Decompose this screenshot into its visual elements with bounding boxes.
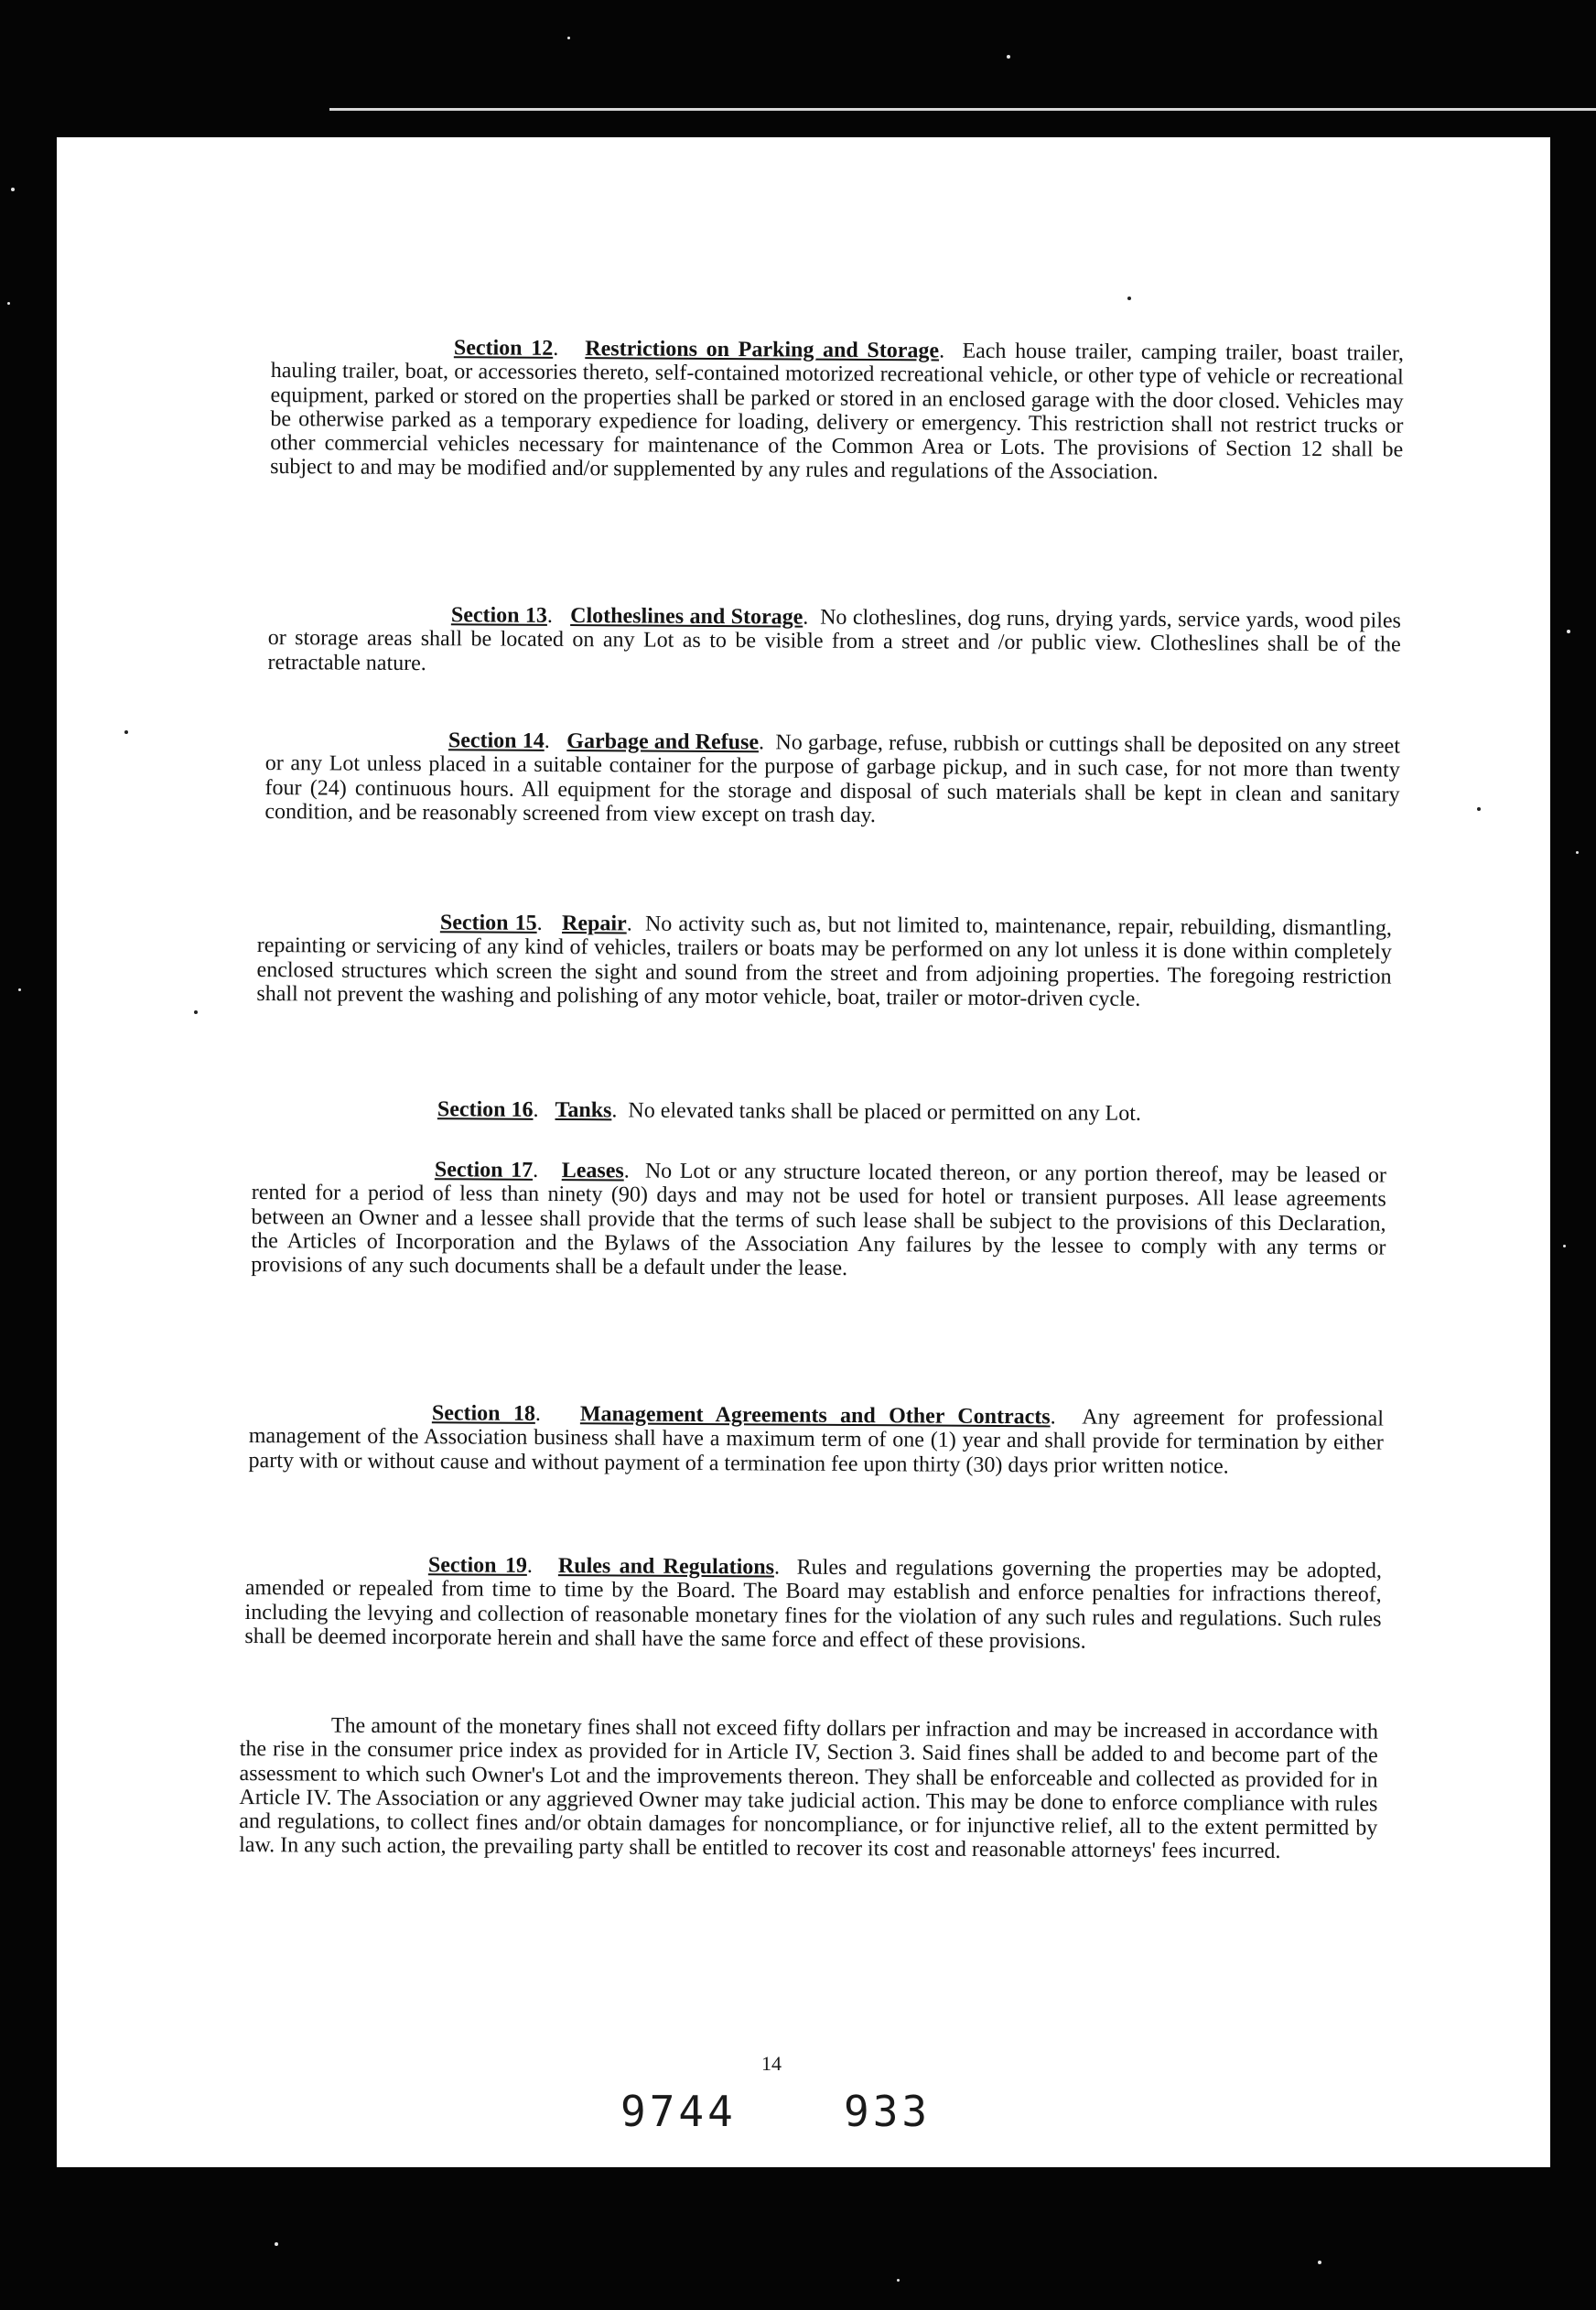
page-number: 14	[761, 2052, 782, 2075]
section-13-text: No clotheslines, dog runs, drying yards, service yards, wood piles or storage areas shall be located on any Lot as to be visible from a street and /or public view. Clotheslines shall be of the retractable nature.	[267, 605, 1401, 675]
section-17-text: No Lot or any structure located thereon, or any portion thereof, may be leased or rented for a period of less than ninety (90) days and may not be used for hotel or transient purposes. All lease agreements between an Owner and a lessee shall provide that the terms of such lease shall be subject to the provisions of this Declaration, the Articles of Incorporation and the Bylaws of the Association Any failures by the lessee to comply with any terms or provisions of any such documents shall be a default under the lease.	[251, 1159, 1386, 1281]
scan-speck	[897, 2279, 900, 2282]
scan-mark	[124, 730, 128, 734]
recording-book-number: 9744	[620, 2087, 737, 2136]
scan-speck	[11, 188, 15, 191]
section-16: Section 16. Tanks. No elevated tanks shall be placed or permitted on any Lot.	[437, 1097, 1141, 1126]
section-15: Section 15. Repair. No activity such as, but not limited to, maintenance, repair, rebuilding, dismantling, repainting or servicing of any kind of vehicles, trailers or boats may be performed on any lot unless it is done within completely enclosed structures which screen the sight and sound from the street and from adjoining properties. The foregoing restriction shall not prevent the washing and polishing of any motor vehicle, boat, trailer or motor-driven cycle.	[256, 911, 1393, 1011]
document-page	[57, 137, 1550, 2167]
document-body	[57, 137, 1550, 2167]
section-18-number: Section 18	[431, 1401, 535, 1426]
section-14-text: No garbage, refuse, rubbish or cuttings shall be deposited on any street or any Lot unless placed in a suitable container for the purpose of garbage pickup, and in such case, for not more than twenty four (24) continuous hours. All equipment for the storage and disposal of such materials shall be kept in clean and sanitary condition, and be reasonably screened from view except on trash day.	[264, 730, 1400, 827]
section-12: Section 12. Restrictions on Parking and Storage. Each house trailer, camping trailer, boast trailer, hauling trailer, boat, or accessories thereto, self-contained motorized recreational vehicle, or other type of vehicle or recreational equipment, parked or stored on the properties shall be parked or stored in an enclosed garage with the door closed. Vehicles may be otherwise parked as a temporary expedience for loading, delivery or emergency. This restriction shall not restrict trucks or other commercial vehicles necessary for maintenance of the Common Area or Lots. The provisions of Section 12 shall be subject to and may be modified and/or supplemented by any rules and regulations of the Association.	[270, 336, 1404, 485]
scan-speck	[1318, 2261, 1321, 2264]
section-15-text: No activity such as, but not limited to, maintenance, repair, rebuilding, dismantling, repainting or servicing of any kind of vehicles, trailers or boats may be performed on any lot unless it is done within completely enclosed structures which screen the sight and sound from the street and from adjoining properties. The foregoing restriction shall not prevent the washing and polishing of any motor vehicle, boat, trailer or motor-driven cycle.	[256, 912, 1393, 1011]
section-17-number: Section 17	[434, 1158, 534, 1182]
scan-speck	[275, 2242, 278, 2246]
scan-speck	[18, 988, 21, 991]
section-16-text: No elevated tanks shall be placed or permitted on any Lot.	[628, 1098, 1141, 1126]
section-17-title: Leases	[561, 1159, 624, 1183]
scan-mark	[1127, 297, 1131, 300]
section-12-title: Restrictions on Parking and Storage	[585, 337, 940, 363]
section-17: Section 17. Leases. No Lot or any structure located thereon, or any portion thereof, may be leased or rented for a period of less than ninety (90) days and may not be used for hotel or transient purposes. All lease agreements between an Owner and a lessee shall provide that the terms of such lease shall be subject to the provisions of this Declaration, the Articles of Incorporation and the Bylaws of the Association Any failures by the lessee to comply with any terms or provisions of any such documents shall be a default under the lease.	[251, 1158, 1386, 1281]
scan-mark	[1477, 807, 1481, 811]
section-16-title: Tanks	[555, 1098, 612, 1123]
section-13-number: Section 13	[450, 603, 548, 628]
section-14-number: Section 14	[448, 729, 545, 753]
scan-mark	[194, 1010, 198, 1014]
section-19-number: Section 19	[427, 1553, 527, 1578]
scan-speck	[1576, 851, 1579, 854]
section-14-title: Garbage and Refuse	[566, 729, 760, 755]
section-14: Section 14. Garbage and Refuse. No garbage, refuse, rubbish or cuttings shall be deposited on any street or any Lot unless placed in a suitable container for the purpose of garbage pickup, and in such case, for not more than twenty four (24) continuous hours. All equipment for the storage and disposal of such materials shall be kept in clean and sanitary condition, and be reasonably screened from view except on trash day.	[264, 729, 1400, 827]
scan-edge-line	[329, 108, 1596, 111]
section-16-number: Section 16	[437, 1097, 534, 1122]
scan-speck	[7, 302, 10, 305]
section-18-text: Any agreement for professional management of the Association business shall have a maximum term of one (1) year and shall provide for termination by either party with or without cause and without payment of a termination fee upon thirty (30) days prior written notice.	[248, 1405, 1384, 1479]
scan-speck	[1563, 1245, 1566, 1247]
scan-speck	[1567, 630, 1570, 633]
section-15-title: Repair	[562, 912, 627, 936]
fines-paragraph	[239, 1713, 1378, 1864]
section-19: Section 19. Rules and Regulations. Rules and regulations governing the properties may be adopted, amended or repealed from time to time by the Board. The Board may establish and enforce penalties for infractions thereof, including the levying and collection of reasonable monetary fines for the violation of any such rules and regulations. Such rules shall be deemed incorporate herein and shall have the same force and effect of these provisions.	[244, 1553, 1382, 1654]
scan-speck	[1007, 55, 1010, 59]
section-15-number: Section 15	[439, 911, 537, 935]
scan-speck	[567, 37, 570, 39]
section-12-number: Section 12	[453, 336, 554, 361]
recording-page-number: 933	[844, 2087, 932, 2136]
section-13-title: Clotheslines and Storage	[570, 604, 803, 630]
section-13: Section 13. Clotheslines and Storage. No clotheslines, dog runs, drying yards, service yards, wood piles or storage areas shall be located on any Lot as to be visible from a street and /or public view. Clotheslines shall be of the retractable nature.	[267, 603, 1401, 675]
section-18-title: Management Agreements and Other Contracts	[579, 1402, 1051, 1430]
section-19-title: Rules and Regulations	[557, 1554, 775, 1580]
section-19-text: Rules and regulations governing the properties may be adopted, amended or repealed from time to time by the Board. The Board may establish and enforce penalties for infractions thereof, including the levying and collection of reasonable monetary fines for the violation of any such rules and regulations. Such rules shall be deemed incorporate herein and shall have the same force and effect of these provisions.	[244, 1555, 1382, 1654]
fines-paragraph-text: The amount of the monetary fines shall not exceed fifty dollars per infraction and may be increased in accordance with the rise in the consumer price index as provided for in Article IV, Section 3. Said fines shall be added to and become part of the assessment to which such Owner's Lot and the improvements thereon. They shall be enforceable and collected as provided for in Article IV. The Association or any aggrieved Owner may take judicial action. This may be done to enforce compliance with rules and regulations, to collect fines and/or obtain damages for noncompliance, or for injunctive relief, all to the extent permitted by law. In any such action, the prevailing party shall be entitled to recover its cost and reasonable attorneys' fees incurred.	[239, 1713, 1378, 1864]
section-18: Section 18. Management Agreements and Other Contracts. Any agreement for professional management of the Association business shall have a maximum term of one (1) year and shall provide for termination by either party with or without cause and without payment of a termination fee upon thirty (30) days prior written notice.	[248, 1401, 1384, 1479]
section-12-text: Each house trailer, camping trailer, boast trailer, hauling trailer, boat, or accessories thereto, self-contained motorized recreational vehicle, or other type of vehicle or recreational equipment, parked or stored on the properties shall be parked or stored in an enclosed garage with the door closed. Vehicles may be otherwise parked as a temporary expedience for loading, delivery or emergency. This restriction shall not restrict trucks or other commercial vehicles necessary for maintenance of the Common Area or Lots. The provisions of Section 12 shall be subject to and may be modified and/or supplemented by any rules and regulations of the Association.	[270, 339, 1404, 485]
